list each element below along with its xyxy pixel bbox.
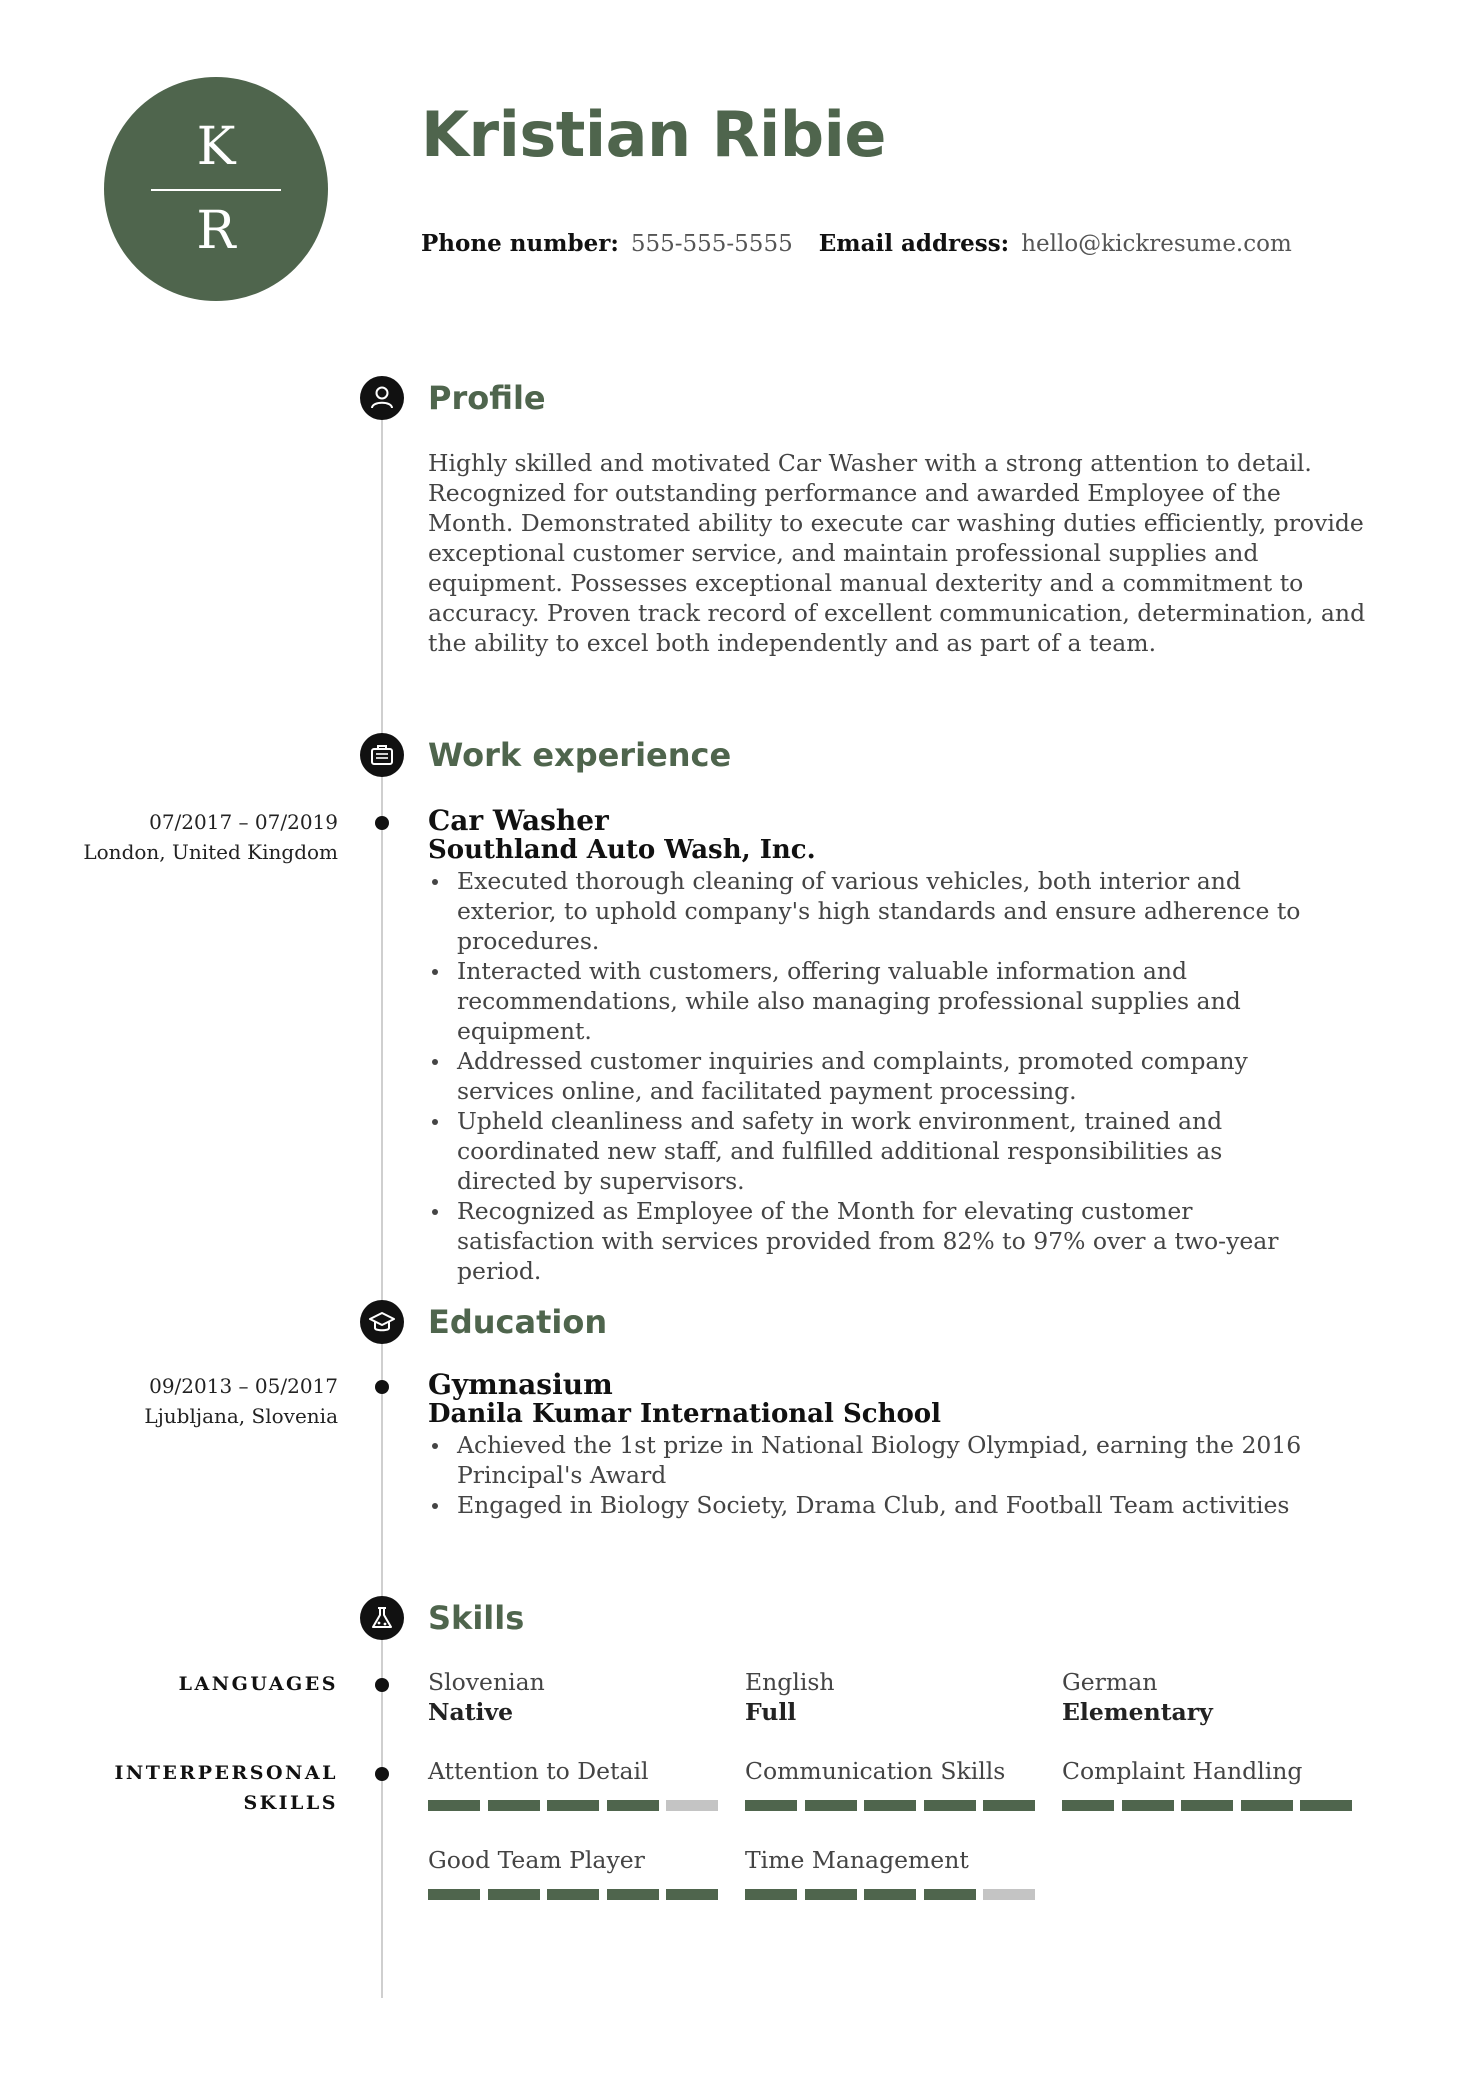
skill-name: Time Management [745, 1846, 969, 1874]
timeline-dot [375, 1678, 389, 1692]
skill-rating-bar [1062, 1800, 1362, 1811]
contact-info [421, 228, 1292, 260]
phone-label: Phone number: [421, 230, 619, 257]
timeline-line [381, 398, 383, 1998]
rating-segment-filled [607, 1800, 659, 1811]
monogram-avatar [104, 77, 328, 301]
rating-segment-filled [745, 1800, 797, 1811]
language-name: English [745, 1668, 835, 1696]
school-name: Danila Kumar International School [428, 1399, 942, 1429]
rating-segment-filled [547, 1889, 599, 1900]
email-value[interactable]: hello@kickresume.com [1021, 231, 1292, 257]
rating-segment-filled [428, 1889, 480, 1900]
list-item: Executed thorough cleaning of various vehicles, both interior and exterior, to uphold company's high standards and ensure adherence to procedures. [428, 866, 1308, 956]
timeline-dot [375, 1767, 389, 1781]
rating-segment-filled [805, 1800, 857, 1811]
skill-rating-bar [745, 1800, 1045, 1811]
work-dates: 07/2017 – 07/2019 [149, 810, 338, 834]
skill-name: Good Team Player [428, 1846, 645, 1874]
languages-label: LANGUAGES [178, 1673, 338, 1695]
monogram-divider [151, 189, 281, 191]
list-item: Interacted with customers, offering valuable information and recommendations, while also managing professional supplies and equipment. [428, 956, 1308, 1046]
rating-segment-filled [1300, 1800, 1352, 1811]
briefcase-icon [360, 733, 404, 777]
monogram-initial-bottom: R [196, 201, 236, 261]
section-title-work: Work experience [428, 736, 732, 774]
language-level: Native [428, 1698, 514, 1726]
interpersonal-label-line-2: SKILLS [243, 1792, 338, 1814]
degree-title: Gymnasium [428, 1368, 613, 1401]
rating-segment-filled [1181, 1800, 1233, 1811]
graduation-cap-icon [360, 1300, 404, 1344]
company-name: Southland Auto Wash, Inc. [428, 835, 816, 865]
rating-segment-filled [924, 1800, 976, 1811]
language-item [428, 1667, 728, 1727]
skill-rating-bar [428, 1889, 728, 1900]
language-item [745, 1667, 1045, 1727]
rating-segment-filled [1122, 1800, 1174, 1811]
rating-segment-empty [983, 1889, 1035, 1900]
section-title-skills: Skills [428, 1599, 525, 1637]
monogram-initial-top: K [196, 117, 236, 177]
skill-item [745, 1756, 1045, 1786]
education-location: Ljubljana, Slovenia [144, 1404, 338, 1428]
section-title-profile: Profile [428, 379, 546, 417]
education-bullets [428, 1430, 1308, 1520]
rating-segment-filled [607, 1889, 659, 1900]
rating-segment-filled [547, 1800, 599, 1811]
rating-segment-filled [805, 1889, 857, 1900]
skill-item [1062, 1756, 1362, 1786]
interpersonal-label-line-1: INTERPERSONAL [114, 1762, 338, 1784]
timeline-dot [375, 1380, 389, 1394]
rating-segment-filled [1062, 1800, 1114, 1811]
language-level: Elementary [1062, 1698, 1213, 1726]
rating-segment-filled [1241, 1800, 1293, 1811]
skill-item [428, 1845, 728, 1875]
rating-segment-filled [666, 1889, 718, 1900]
flask-icon [360, 1596, 404, 1640]
rating-segment-filled [745, 1889, 797, 1900]
rating-segment-filled [488, 1889, 540, 1900]
candidate-name: Kristian Ribie [421, 98, 886, 171]
timeline-dot [375, 816, 389, 830]
education-dates: 09/2013 – 05/2017 [149, 1374, 338, 1398]
user-icon [360, 376, 404, 420]
skill-rating-bar [428, 1800, 728, 1811]
list-item: Recognized as Employee of the Month for elevating customer satisfaction with services provided from 82% to 97% over a two-year period. [428, 1196, 1308, 1286]
skill-name: Attention to Detail [428, 1757, 649, 1785]
rating-segment-filled [924, 1889, 976, 1900]
section-title-education: Education [428, 1303, 608, 1341]
skill-item [745, 1845, 1045, 1875]
skill-rating-bar [745, 1889, 1045, 1900]
job-title: Car Washer [428, 804, 609, 837]
list-item: Addressed customer inquiries and complaints, promoted company services online, and facilitated payment processing. [428, 1046, 1308, 1106]
skill-name: Complaint Handling [1062, 1757, 1303, 1785]
phone-value: 555-555-5555 [630, 231, 793, 257]
rating-segment-filled [488, 1800, 540, 1811]
language-name: Slovenian [428, 1668, 545, 1696]
rating-segment-filled [428, 1800, 480, 1811]
rating-segment-filled [864, 1800, 916, 1811]
language-name: German [1062, 1668, 1158, 1696]
list-item: Upheld cleanliness and safety in work environment, trained and coordinated new staff, and fulfilled additional responsibilities as directed by supervisors. [428, 1106, 1308, 1196]
rating-segment-empty [666, 1800, 718, 1811]
rating-segment-filled [983, 1800, 1035, 1811]
list-item: Achieved the 1st prize in National Biology Olympiad, earning the 2016 Principal's Award [428, 1430, 1308, 1490]
work-location: London, United Kingdom [83, 840, 338, 864]
work-bullets [428, 866, 1308, 1286]
language-level: Full [745, 1698, 797, 1726]
list-item: Engaged in Biology Society, Drama Club, and Football Team activities [428, 1490, 1308, 1520]
profile-summary: Highly skilled and motivated Car Washer with a strong attention to detail. Recognized for outstanding performance and awarded Employee of the Month. Demonstrated ability to execute car washing duties efficiently, provide exceptional customer service, and maintain professional supplies and equipment. Possesses exceptional manual dexterity and a commitment to accuracy. Proven track record of excellent communication, determination, and the ability to excel both independently and as part of a team. [428, 449, 1366, 657]
language-item [1062, 1667, 1362, 1727]
rating-segment-filled [864, 1889, 916, 1900]
email-label: Email address: [818, 230, 1010, 257]
skill-name: Communication Skills [745, 1757, 1006, 1785]
skill-item [428, 1756, 728, 1786]
